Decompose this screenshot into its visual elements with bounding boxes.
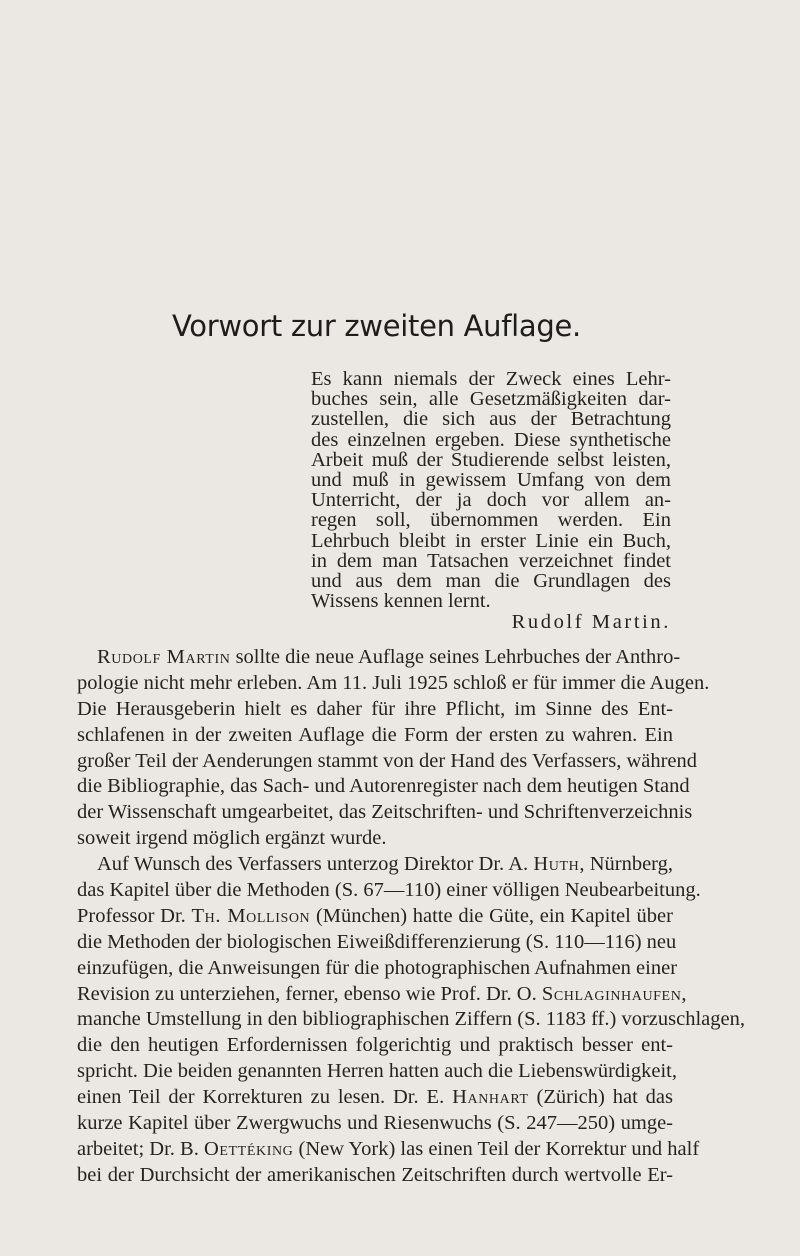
body-line [77, 1085, 673, 1111]
body-line: schlafenen in der zweiten Auflage die Form der ersten zu wahren. Ein [77, 723, 673, 746]
body-line: der Wissenschaft umgearbeitet, das Zeitschriften- und Schriftenverzeichnis [77, 801, 693, 824]
body-line [77, 904, 673, 930]
author-name: Rudolf Martin [97, 646, 231, 668]
body-line: die Bibliographie, das Sach- und Autorenregister nach dem heutigen Stand [77, 775, 690, 798]
body-text-segment: arbeitet; Dr. B. [77, 1137, 204, 1160]
body-line: Die Herausgeberin hielt es daher für ihre Pflicht, im Sinne des Ent- [77, 697, 673, 720]
motto-line: in dem man Tatsachen verzeichnet findet [311, 549, 671, 572]
body-text-segment: Auf Wunsch des Verfassers unterzog Direktor Dr. A. [97, 853, 534, 876]
motto-line: Unterricht, der ja doch vor allem an- [311, 489, 671, 512]
body-line: die Methoden der biologischen Eiweißdifferenzierung (S. 110—116) neu [77, 930, 677, 953]
body-text-segment: (München) hatte die Güte, ein Kapitel über [310, 904, 673, 927]
body-line [77, 852, 673, 878]
body-line: großer Teil der Aenderungen stammt von der Hand des Verfassers, während [77, 749, 698, 772]
motto-line: zustellen, die sich aus der Betrachtung [311, 408, 671, 431]
body-text-segment: einen Teil der Korrekturen zu lesen. Dr. E. [77, 1086, 453, 1109]
body-text-segment: sollte die neue Auflage seines Lehrbuches der Anthro- [230, 646, 681, 668]
motto-line: und muß in gewissem Umfang von dem [311, 468, 671, 491]
motto-signature: Rudolf Martin. [511, 611, 671, 634]
person-name: Oettéking [203, 1137, 294, 1160]
body-text-segment: (Zürich) hat das [528, 1086, 674, 1109]
body-line: das Kapitel über die Methoden (S. 67—110) einer völligen Neubearbeitung. [77, 879, 701, 902]
body-line: pologie nicht mehr erleben. Am 11. Juli 1925 schloß er für immer die Augen. [77, 671, 710, 694]
body-text-segment: (New York) las einen Teil der Korrektur und half [293, 1137, 700, 1160]
person-name: Huth [533, 853, 580, 876]
body-text-segment: Revision zu unterziehen, ferner, ebenso wie Prof. Dr. O. [77, 982, 542, 1005]
motto-line: Es kann niemals der Zweck eines Lehr- [311, 368, 671, 390]
body-line: spricht. Die beiden genannten Herren hatten auch die Liebenswürdigkeit, [77, 1060, 677, 1083]
body-line: bei der Durchsicht der amerikanischen Zeitschriften durch wertvolle Er- [77, 1163, 673, 1186]
preface-body [77, 645, 745, 1189]
person-name: Th. Mollison [191, 904, 311, 927]
motto-line: Lehrbuch bleibt in erster Linie ein Buch, [311, 529, 671, 552]
body-text-segment: , [681, 982, 687, 1005]
motto-line: Wissens kennen lernt. [311, 590, 491, 613]
body-line: kurze Kapitel über Zwergwuchs und Riesenwuchs (S. 247—250) umge- [77, 1112, 673, 1135]
motto-line: buches sein, alle Gesetzmäßigkeiten dar- [311, 388, 671, 411]
body-line: soweit irgend möglich ergänzt wurde. [77, 827, 387, 850]
motto-line: des einzelnen ergeben. Diese synthetische [311, 428, 671, 451]
body-line: manche Umstellung in den bibliographischen Ziffern (S. 1183 ff.) vorzuschlagen, [77, 1008, 745, 1031]
body-text-segment: Professor Dr. [77, 904, 192, 927]
body-text-segment: , Nürnberg, [579, 853, 674, 876]
body-line [77, 982, 687, 1008]
motto-line: und aus dem man die Grundlagen des [311, 569, 671, 592]
motto-quote [311, 369, 671, 632]
body-line [77, 1137, 700, 1163]
person-name: Schlaginhaufen [541, 982, 682, 1005]
motto-line: regen soll, übernommen werden. Ein [311, 509, 671, 532]
body-line [77, 645, 681, 671]
body-line: einzufügen, die Anweisungen für die photographischen Aufnahmen einer [77, 956, 678, 979]
motto-line: Arbeit muß der Studierende selbst leisten, [311, 448, 671, 471]
body-line: die den heutigen Erfordernissen folgerichtig und praktisch besser ent- [77, 1034, 673, 1057]
page-heading: Vorwort zur zweiten Auflage. [172, 309, 581, 343]
person-name: Hanhart [452, 1086, 529, 1109]
